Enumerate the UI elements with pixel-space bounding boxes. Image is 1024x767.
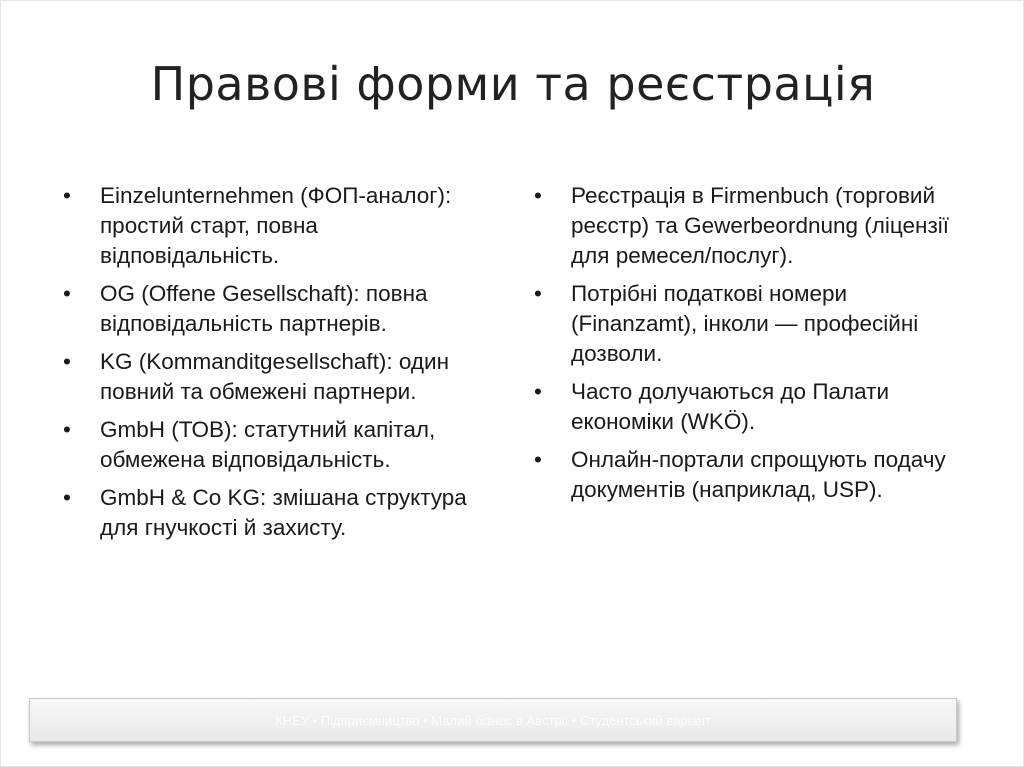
bullet-text: Потрібні податкові номери (Finanzamt), інколи — професійні дозволи. (571, 281, 919, 366)
bullet-text: Онлайн-портали спрощують подачу документів (наприклад, USP). (571, 447, 946, 502)
footer-bar (29, 698, 957, 742)
bullet-text: Einzelunternehmen (ФОП-аналог): простий старт, повна відповідальність. (100, 183, 452, 268)
slide-title: Правові форми та реєстрація (150, 57, 876, 111)
list-item (60, 181, 480, 271)
left-bullet-list (60, 181, 480, 551)
bullet-icon: • (63, 417, 71, 442)
bullet-icon: • (534, 281, 542, 306)
bullet-icon: • (63, 183, 71, 208)
bullet-icon: • (534, 447, 542, 472)
right-bullet-list (531, 181, 951, 513)
bullet-text: GmbH & Co KG: змішана структура для гнучкості й захисту. (100, 485, 467, 540)
bullet-text: Часто долучаються до Палати економіки (WKÖ). (571, 379, 890, 434)
list-item (60, 415, 480, 475)
bullet-text: Реєстрація в Firmenbuch (торговий реєстр) та Gewerbeordnung (ліцензії для ремесел/послуг). (571, 183, 950, 268)
bullet-icon: • (63, 349, 71, 374)
footer-text: КНЕУ • Підприємництво • Малий бізнес в Австрії • Студентський варіант (275, 713, 711, 728)
list-item (531, 445, 951, 505)
bullet-icon: • (63, 281, 71, 306)
list-item (60, 347, 480, 407)
list-item (60, 279, 480, 339)
list-item (60, 483, 480, 543)
bullet-icon: • (534, 379, 542, 404)
bullet-text: KG (Kommanditgesellschaft): один повний та обмежені партнери. (100, 349, 450, 404)
bullet-icon: • (534, 183, 542, 208)
list-item (531, 181, 951, 271)
list-item (531, 279, 951, 369)
bullet-icon: • (63, 485, 71, 510)
bullet-text: OG (Offene Gesellschaft): повна відповідальність партнерів. (100, 281, 428, 336)
list-item (531, 377, 951, 437)
bullet-text: GmbH (ТОВ): статутний капітал, обмежена відповідальність. (100, 417, 436, 472)
